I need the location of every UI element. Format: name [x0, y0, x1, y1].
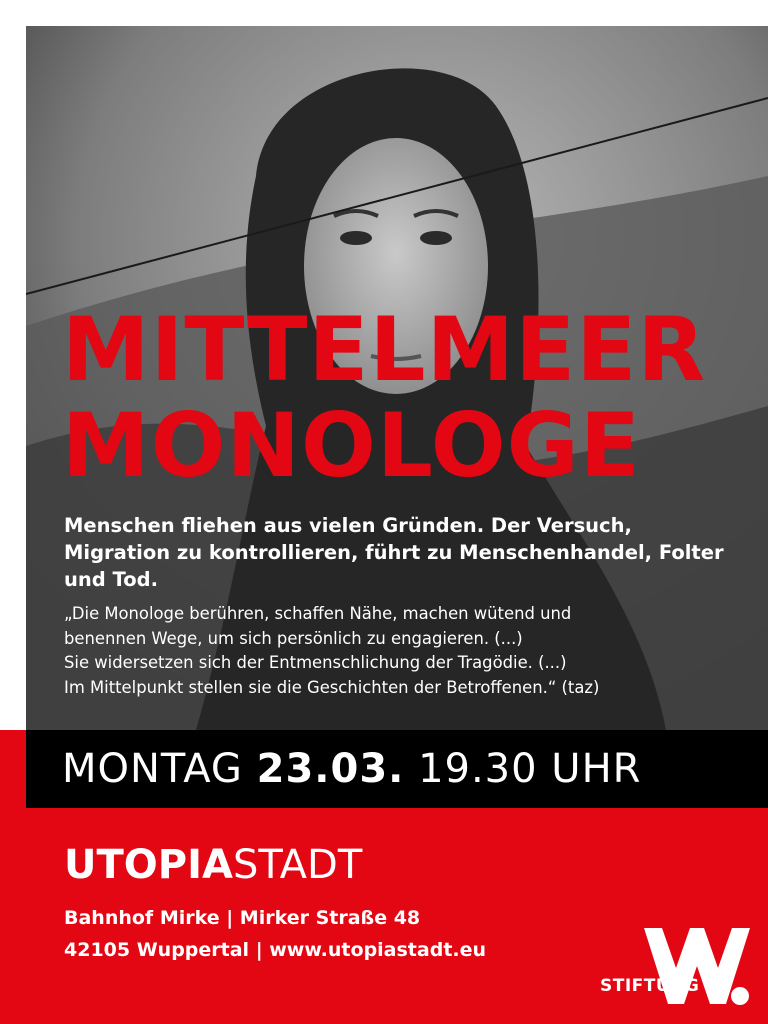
sponsor-name: STIFTUNG: [600, 976, 700, 996]
venue-address-line-1: Bahnhof Mirke | Mirker Straße 48: [64, 907, 421, 929]
event-date: 23.03.: [256, 746, 405, 792]
title-line-1: MITTELMEER: [62, 298, 707, 401]
venue-address-line-2: 42105 Wuppertal | www.utopiastadt.eu: [64, 939, 487, 961]
event-weekday: MONTAG: [62, 746, 243, 792]
event-datetime: [62, 746, 641, 792]
press-quote: „Die Monologe berühren, schaffen Nähe, machen wütend und benennen Wege, um sich persönlich zu engagieren. (...) Sie widersetzen sich der Entmenschlichung der Tragödie. (...) Im Mittelpunkt stellen sie die Geschichten der Betroffenen.“ (taz): [64, 604, 600, 697]
venue-name-bold: UTOPIA: [64, 842, 233, 888]
date-bar: [26, 730, 768, 808]
lead-text: Menschen fliehen aus vielen Gründen. Der Versuch, Migration zu kontrollieren, führt zu Menschenhandel, Folter und Tod.: [64, 514, 724, 591]
sponsor-logo-icon: [600, 920, 750, 1010]
title-line-2: MONOLOGE: [62, 394, 641, 497]
left-accent-strip: [0, 730, 26, 1024]
venue-name: [64, 842, 362, 888]
event-time: 19.30 UHR: [418, 746, 642, 792]
venue-name-light: STADT: [232, 842, 363, 888]
